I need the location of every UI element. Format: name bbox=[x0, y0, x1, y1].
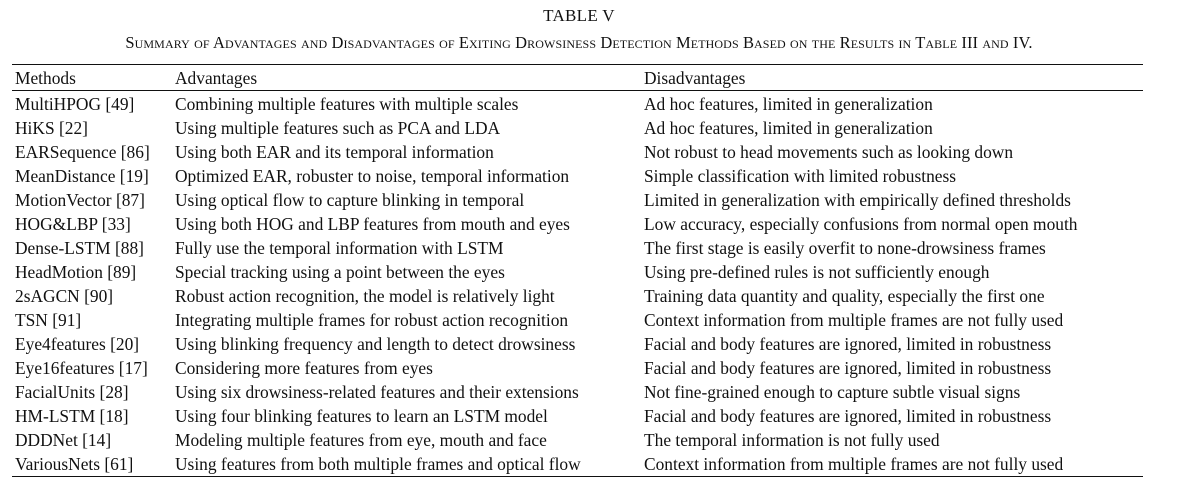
table-row bbox=[12, 284, 1143, 308]
disadvantage-cell: Training data quantity and quality, especially the first one bbox=[644, 286, 1045, 306]
method-cell: HiKS [22] bbox=[15, 118, 88, 138]
table-row bbox=[12, 116, 1143, 140]
table-row bbox=[12, 188, 1143, 212]
disadvantage-cell: Limited in generalization with empirically defined thresholds bbox=[644, 190, 1071, 210]
disadvantage-cell: Not robust to head movements such as looking down bbox=[644, 142, 1014, 162]
method-cell: EARSequence [86] bbox=[15, 142, 150, 162]
table-row bbox=[12, 404, 1143, 428]
table-row bbox=[12, 308, 1143, 332]
method-cell: MeanDistance [19] bbox=[15, 166, 149, 186]
table-row bbox=[12, 236, 1143, 260]
method-cell: HM-LSTM [18] bbox=[15, 406, 129, 426]
disadvantage-cell: Ad hoc features, limited in generalization bbox=[644, 118, 933, 138]
header-row bbox=[12, 65, 1143, 91]
method-cell: Eye4features [20] bbox=[15, 334, 140, 354]
disadvantage-cell: Facial and body features are ignored, limited in robustness bbox=[644, 334, 1052, 354]
advantage-cell: Using four blinking features to learn an LSTM model bbox=[175, 406, 548, 426]
table-row bbox=[12, 428, 1143, 452]
method-cell: DDDNet [14] bbox=[15, 430, 112, 450]
table-header bbox=[12, 65, 1143, 91]
header-methods: Methods bbox=[15, 67, 76, 88]
method-cell: Eye16features [17] bbox=[15, 358, 148, 378]
disadvantage-cell: Ad hoc features, limited in generalization bbox=[644, 94, 933, 114]
disadvantage-cell: Facial and body features are ignored, limited in robustness bbox=[644, 358, 1052, 378]
method-cell: MultiHPOG [49] bbox=[15, 94, 135, 114]
header-advantages: Advantages bbox=[175, 67, 258, 88]
table-row bbox=[12, 212, 1143, 236]
advantage-cell: Using multiple features such as PCA and LDA bbox=[175, 118, 501, 138]
disadvantage-cell: Facial and body features are ignored, limited in robustness bbox=[644, 406, 1052, 426]
advantage-cell: Using six drowsiness-related features and their extensions bbox=[175, 382, 579, 402]
table-body bbox=[12, 91, 1143, 477]
advantage-cell: Using both EAR and its temporal information bbox=[175, 142, 494, 162]
disadvantage-cell: Low accuracy, especially confusions from normal open mouth bbox=[644, 214, 1078, 234]
disadvantage-cell: Context information from multiple frames are not fully used bbox=[644, 454, 1064, 474]
method-cell: 2sAGCN [90] bbox=[15, 286, 114, 306]
advantage-cell: Optimized EAR, robuster to noise, temporal information bbox=[175, 166, 570, 186]
table-row bbox=[12, 380, 1143, 404]
method-cell: FacialUnits [28] bbox=[15, 382, 129, 402]
method-cell: MotionVector [87] bbox=[15, 190, 145, 210]
method-cell: VariousNets [61] bbox=[15, 454, 134, 474]
disadvantage-cell: Context information from multiple frames are not fully used bbox=[644, 310, 1064, 330]
advantage-cell: Using blinking frequency and length to detect drowsiness bbox=[175, 334, 576, 354]
method-cell: HeadMotion [89] bbox=[15, 262, 137, 282]
advantage-cell: Integrating multiple frames for robust action recognition bbox=[175, 310, 569, 330]
advantage-cell: Robust action recognition, the model is relatively light bbox=[175, 286, 555, 306]
disadvantage-cell: The first stage is easily overfit to none-drowsiness frames bbox=[644, 238, 1046, 258]
table-row bbox=[12, 260, 1143, 284]
disadvantage-cell: Not fine-grained enough to capture subtle visual signs bbox=[644, 382, 1021, 402]
advantage-cell: Using both HOG and LBP features from mouth and eyes bbox=[175, 214, 570, 234]
disadvantage-cell: The temporal information is not fully used bbox=[644, 430, 940, 450]
advantage-cell: Considering more features from eyes bbox=[175, 358, 433, 378]
advantage-cell: Fully use the temporal information with LSTM bbox=[175, 238, 504, 258]
table-row bbox=[12, 91, 1143, 117]
advantage-cell: Modeling multiple features from eye, mouth and face bbox=[175, 430, 547, 450]
table-row bbox=[12, 356, 1143, 380]
header-disadvantages: Disadvantages bbox=[644, 67, 746, 88]
table-caption: Summary of Advantages and Disadvantages of Exiting Drowsiness Detection Methods Based on the Results in Table III and IV. bbox=[125, 33, 1033, 52]
table-row bbox=[12, 140, 1143, 164]
table-row bbox=[12, 332, 1143, 356]
advantage-cell: Using features from both multiple frames and optical flow bbox=[175, 454, 581, 474]
table-label: TABLE V bbox=[543, 6, 615, 25]
summary-table bbox=[12, 64, 1143, 477]
disadvantage-cell: Simple classification with limited robustness bbox=[644, 166, 957, 186]
table-row bbox=[12, 452, 1143, 477]
method-cell: TSN [91] bbox=[15, 310, 82, 330]
method-cell: HOG&LBP [33] bbox=[15, 214, 131, 234]
advantage-cell: Combining multiple features with multiple scales bbox=[175, 94, 519, 114]
advantage-cell: Special tracking using a point between the eyes bbox=[175, 262, 505, 282]
method-cell: Dense-LSTM [88] bbox=[15, 238, 144, 258]
disadvantage-cell: Using pre-defined rules is not sufficiently enough bbox=[644, 262, 990, 282]
table-row bbox=[12, 164, 1143, 188]
advantage-cell: Using optical flow to capture blinking in temporal bbox=[175, 190, 525, 210]
